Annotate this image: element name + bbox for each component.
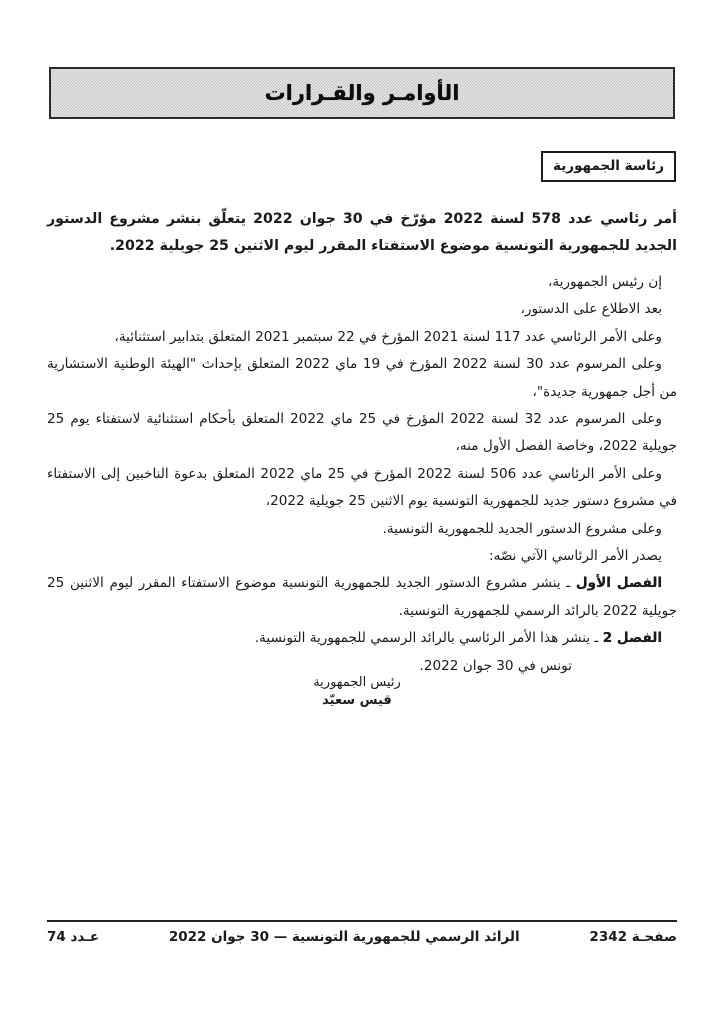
orders-decisions-banner <box>49 67 675 119</box>
signature-name: قيس سعيّد <box>322 693 392 708</box>
footer-page-number: صفحـة 2342 <box>589 929 677 945</box>
preamble-line: وعلى مشروع الدستور الجديد للجمهورية التونسية. <box>382 520 662 537</box>
article-text: ـ ينشر مشروع الدستور الجديد للجمهورية التونسية موضوع الاستفتاء المقرر ليوم الاثنين 25 جويلية 2022 بالرائد الرسمي للجمهورية التونسية. <box>47 575 677 619</box>
preamble-line: إن رئيس الجمهورية، <box>547 274 662 290</box>
decree-content <box>47 206 677 680</box>
preamble-line: وعلى الأمر الرئاسي عدد 506 لسنة 2022 المؤرخ في 25 ماي 2022 المتعلق بدعوة الناخبين إلى الاستفتاء في مشروع دستور جديد للجمهورية التونسية يوم الاثنين 25 جويلية 2022، <box>47 465 677 510</box>
preamble-line: يصدر الأمر الرئاسي الآتي نصّه: <box>488 548 662 565</box>
section-presidency-box <box>541 151 676 182</box>
decree-title: أمر رئاسي عدد 578 لسنة 2022 مؤرّخ في 30 جوان 2022 يتعلّق بنشر مشروع الدستور الجديد للجمهورية التونسية موضوع الاستفتاء المقرر ليوم الاثنين 25 جويلية 2022. <box>47 211 677 254</box>
preamble-line: وعلى الأمر الرئاسي عدد 117 لسنة 2021 المؤرخ في 22 سبتمبر 2021 المتعلق بتدابير استثنائية، <box>114 328 662 345</box>
preamble-line: بعد الاطلاع على الدستور، <box>520 301 662 318</box>
signature-title: رئيس الجمهورية <box>313 675 401 690</box>
article-label: الفصل الأول <box>575 575 662 592</box>
section-label: رئاسة الجمهورية <box>553 158 664 174</box>
footer-journal-title: الرائد الرسمي للجمهورية التونسية — 30 جوان 2022 <box>168 929 520 945</box>
footer <box>47 920 677 945</box>
banner-title: الأوامـر والقـرارات <box>264 81 460 105</box>
article-label: الفصل 2 <box>602 630 662 647</box>
article-text: ـ ينشر هذا الأمر الرئاسي بالرائد الرسمي للجمهورية التونسية. <box>254 630 599 647</box>
signature-block <box>0 674 714 710</box>
decree-preamble <box>47 269 677 570</box>
date-line: تونس في 30 جوان 2022. <box>419 657 572 674</box>
preamble-line: وعلى المرسوم عدد 32 لسنة 2022 المؤرخ في 25 ماي 2022 المتعلق بأحكام استثنائية لاستفتاء يوم 25 جويلية 2022، وخاصة الفصل الأول منه، <box>47 411 677 455</box>
article-2 <box>47 625 677 652</box>
footer-issue-number: عـدد 74 <box>47 929 100 945</box>
article-1 <box>47 570 677 625</box>
preamble-line: وعلى المرسوم عدد 30 لسنة 2022 المؤرخ في 19 ماي 2022 المتعلق بإحداث "الهيئة الوطنية الاستشارية من أجل جمهورية جديدة"، <box>47 356 677 400</box>
